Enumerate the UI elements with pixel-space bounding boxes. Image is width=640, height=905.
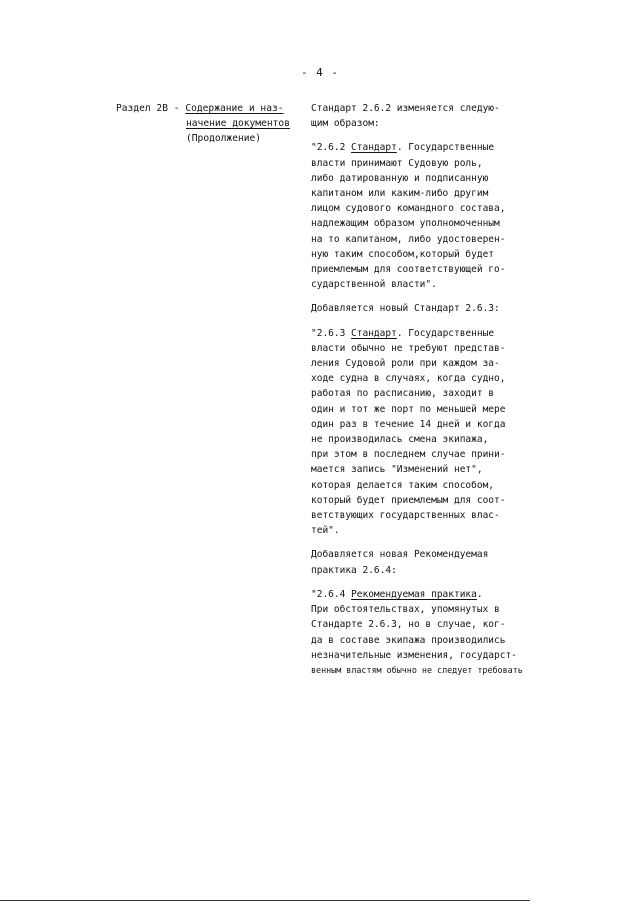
- text-line: Добавляется новый Стандарт 2.6.3:: [311, 303, 500, 315]
- paragraph-standard-2-6-2: [311, 140, 526, 292]
- clause-text: . Государственные: [396, 142, 495, 154]
- clause-number: "2.6.3: [311, 327, 352, 339]
- text-line: щим образом:: [311, 118, 380, 130]
- text-line: работая по расписанию, заходит в: [311, 388, 495, 400]
- text-line: сударственной власти".: [311, 279, 437, 291]
- section-heading-line3: [116, 131, 296, 146]
- paragraph-add-2-6-4: [311, 547, 526, 577]
- clause-text: .: [476, 588, 483, 600]
- text-line: лицом судового командного состава,: [311, 203, 506, 215]
- clause-term: Рекомендуемая практика: [351, 588, 477, 600]
- text-line: либо датированную и подписанную: [311, 172, 489, 184]
- text-line: на то капитаном, либо удостоверен-: [311, 233, 506, 245]
- text-line: Добавляется новая Рекомендуемая: [311, 549, 489, 561]
- paragraph-amend-2-6-2: [311, 101, 526, 131]
- paragraph-standard-2-6-3: [311, 326, 526, 539]
- text-line: власти обычно не требуют представ-: [311, 342, 506, 354]
- clause-text: . Государственные: [396, 327, 495, 339]
- text-line: Стандарт 2.6.2 изменяется следую-: [311, 103, 500, 114]
- text-line: надлежащим образом уполномоченным: [311, 218, 500, 230]
- text-line: [311, 587, 526, 602]
- section-heading-line2: [116, 116, 296, 131]
- text-line: ветствующих государственных влас-: [311, 510, 500, 522]
- text-line: [311, 140, 526, 155]
- page-bottom-rule: [0, 900, 530, 901]
- section-heading-line1: [116, 101, 296, 116]
- section-heading: [116, 101, 296, 146]
- section-note: (Продолжение): [186, 133, 262, 144]
- text-line: которая делается таким способом,: [311, 479, 495, 491]
- text-line: не производилась смена экипажа,: [311, 434, 489, 446]
- text-line: приемлемым для соответствующей го-: [311, 264, 506, 276]
- text-line: практика 2.6.4:: [311, 564, 397, 576]
- text-line: [311, 326, 526, 341]
- clause-number: "2.6.4: [311, 588, 352, 600]
- text-line: который будет приемлемым для соот-: [311, 494, 506, 506]
- page-number: - 4 -: [300, 66, 340, 79]
- text-line: один и тот же порт по меньшей мере: [311, 403, 506, 415]
- text-line: Стандарте 2.6.3, но в случае, ког-: [311, 619, 506, 631]
- clause-number: "2.6.2: [311, 142, 352, 154]
- section-title-part1: Содержание и наз-: [185, 103, 284, 114]
- text-line: ления Судовой роли при каждом за-: [311, 358, 500, 370]
- paragraph-add-2-6-3: [311, 301, 526, 316]
- text-line: При обстоятельствах, упомянутых в: [311, 604, 500, 616]
- section-title-part2: начение документов: [186, 118, 290, 129]
- clause-term: Стандарт: [351, 327, 397, 339]
- text-line: ную таким способом,который будет: [311, 248, 495, 260]
- clause-term: Стандарт: [351, 142, 397, 154]
- text-line: незначительные изменения, государст-: [311, 649, 517, 661]
- paragraph-recommended-practice-2-6-4: [311, 587, 526, 678]
- text-line: капитаном или каким-либо другим: [311, 188, 489, 200]
- text-line: при этом в последнем случае прини-: [311, 449, 506, 461]
- text-line: власти принимают Судовую роль,: [311, 157, 483, 169]
- body-text: [311, 101, 526, 687]
- text-line: венным властям обычно не следует требовать: [311, 664, 523, 675]
- text-line: мается запись "Изменений нет",: [311, 464, 483, 476]
- text-line: тей".: [311, 525, 340, 537]
- text-line: ходе судна в случаях, когда судно,: [311, 373, 506, 385]
- text-line: один раз в течение 14 дней и когда: [311, 418, 506, 430]
- section-label: Раздел 2В -: [116, 103, 180, 114]
- text-line: да в составе экипажа производились: [311, 634, 506, 646]
